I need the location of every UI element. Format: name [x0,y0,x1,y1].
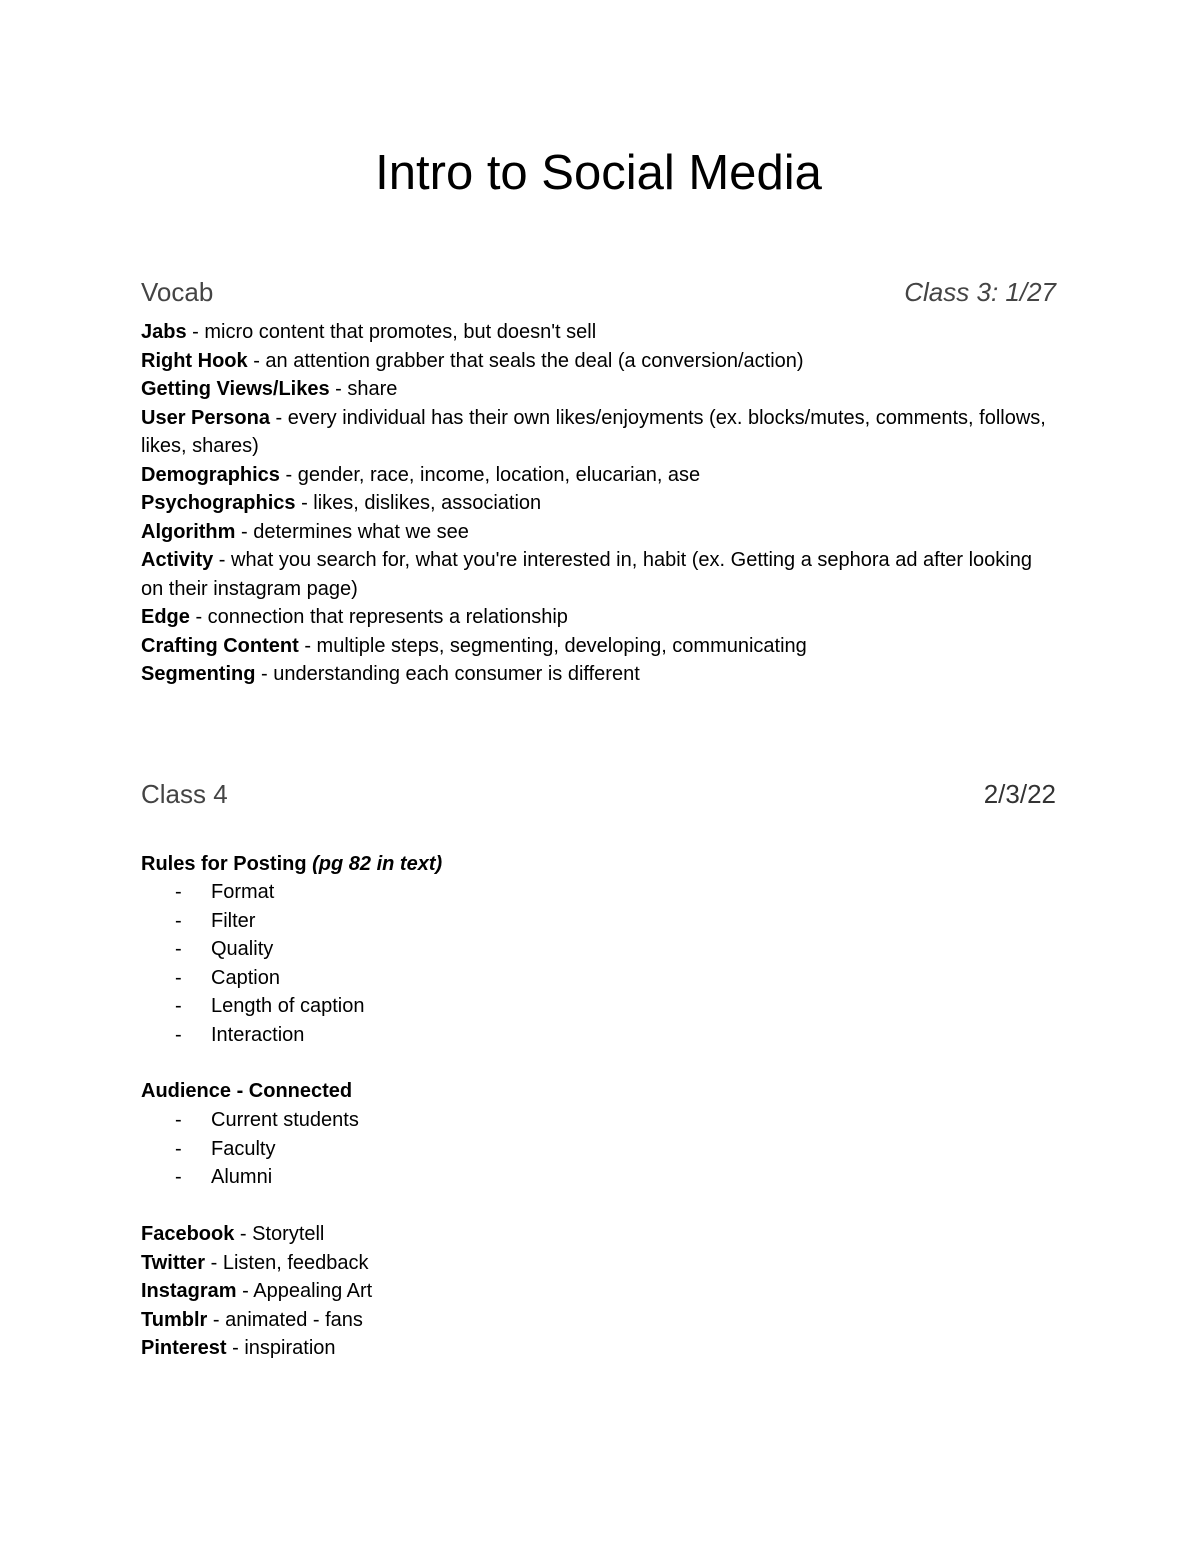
platform-item [141,1277,1056,1306]
vocab-item [141,632,1056,661]
platform-description: - inspiration [226,1337,336,1359]
vocab-definition: - an attention grabber that seals the deal (a conversion/action) [247,349,804,372]
class3-label: Class 3: 1/27 [904,276,1056,307]
list-item [141,907,1056,936]
list-item-text: Caption [211,966,280,989]
vocab-term: Activity [141,549,214,571]
list-item-text: Alumni [211,1166,273,1188]
platform-name: Pinterest [141,1337,227,1359]
vocab-list [141,318,1056,689]
bullet-dash: - [175,881,182,903]
list-item-text: Interaction [211,1023,305,1046]
vocab-definition: - what you search for, what you're interested in, habit (ex. Getting a sephora ad after looking on their instagram page) [141,549,1032,600]
platform-description: - Listen, feedback [205,1251,369,1274]
list-item-text: Faculty [211,1137,276,1160]
vocab-item [141,603,1056,632]
platform-description: - animated - fans [207,1308,363,1331]
platform-name: Tumblr [141,1308,208,1331]
platform-item [141,1334,1056,1363]
list-item [141,878,1056,907]
bullet-dash: - [175,966,182,989]
bullet-dash: - [175,1109,182,1131]
vocab-definition: - multiple steps, segmenting, developing, communicating [298,634,807,657]
vocab-term: Algorithm [141,520,236,543]
vocab-definition: - connection that represents a relationship [189,606,568,628]
vocab-definition: - determines what we see [235,520,469,543]
list-item-text: Current students [211,1109,359,1131]
platform-item [141,1306,1056,1335]
list-item [141,1106,1056,1135]
vocab-term: Getting Views/Likes [141,378,330,400]
vocab-term: Jabs [141,321,187,343]
vocab-term: Psychographics [141,492,296,514]
list-item-text: Length of caption [211,995,365,1017]
vocab-section-header [141,274,1056,310]
vocab-item [141,518,1056,547]
list-item-text: Filter [211,909,256,932]
platform-name: Facebook [141,1223,235,1245]
list-item [141,1135,1056,1164]
list-item-text: Format [211,881,275,903]
vocab-item [141,347,1056,376]
list-item [141,1021,1056,1050]
rules-note: (pg 82 in text) [312,853,443,875]
list-item [141,964,1056,993]
document-title: Intro to Social Media [375,146,822,200]
platform-name: Twitter [141,1251,206,1274]
bullet-dash: - [175,1023,182,1046]
bullet-dash: - [175,938,182,960]
vocab-item [141,660,1056,689]
audience-list [141,1106,1056,1192]
platform-list [141,1220,1056,1363]
bullet-dash: - [175,1137,182,1160]
class4-date: 2/3/22 [983,778,1056,809]
vocab-item [141,546,1036,603]
vocab-item [141,318,1056,347]
bullet-dash: - [175,909,182,932]
rules-heading-text: Rules for Posting [141,853,313,875]
list-item-text: Quality [211,938,274,960]
vocab-item [141,404,1046,461]
vocab-term: Right Hook [141,349,248,372]
vocab-definition: - every individual has their own likes/enjoyments (ex. blocks/mutes, comments, follows, likes, shares) [141,406,1046,457]
class4-section-header [141,776,1056,812]
vocab-definition: - micro content that promotes, but doesn't sell [186,321,597,343]
vocab-term: Crafting Content [141,634,299,657]
vocab-item [141,375,1056,404]
list-item [141,935,1056,964]
platform-item [141,1220,1056,1249]
audience-heading: Audience - Connected [141,1080,353,1102]
class4-heading: Class 4 [141,778,228,809]
list-item [141,1163,1056,1192]
bullet-dash: - [175,1166,182,1188]
vocab-item [141,489,1056,518]
vocab-definition: - likes, dislikes, association [295,492,542,514]
vocab-term: Edge [141,606,190,628]
rules-heading [141,850,442,879]
vocab-term: Demographics [141,463,280,486]
list-item [141,992,1056,1021]
platform-item [141,1249,1056,1278]
bullet-dash: - [175,995,182,1017]
platform-description: - Storytell [234,1223,325,1245]
vocab-item [141,461,1056,490]
vocab-definition: - understanding each consumer is different [255,663,640,685]
vocab-definition: - gender, race, income, location, elucarian, ase [279,463,701,486]
vocab-term: User Persona [141,406,270,429]
vocab-term: Segmenting [141,663,256,685]
vocab-definition: - share [329,378,398,400]
platform-name: Instagram [141,1280,237,1302]
rules-list [141,878,1056,1049]
vocab-heading: Vocab [141,276,214,307]
platform-description: - Appealing Art [236,1280,373,1302]
